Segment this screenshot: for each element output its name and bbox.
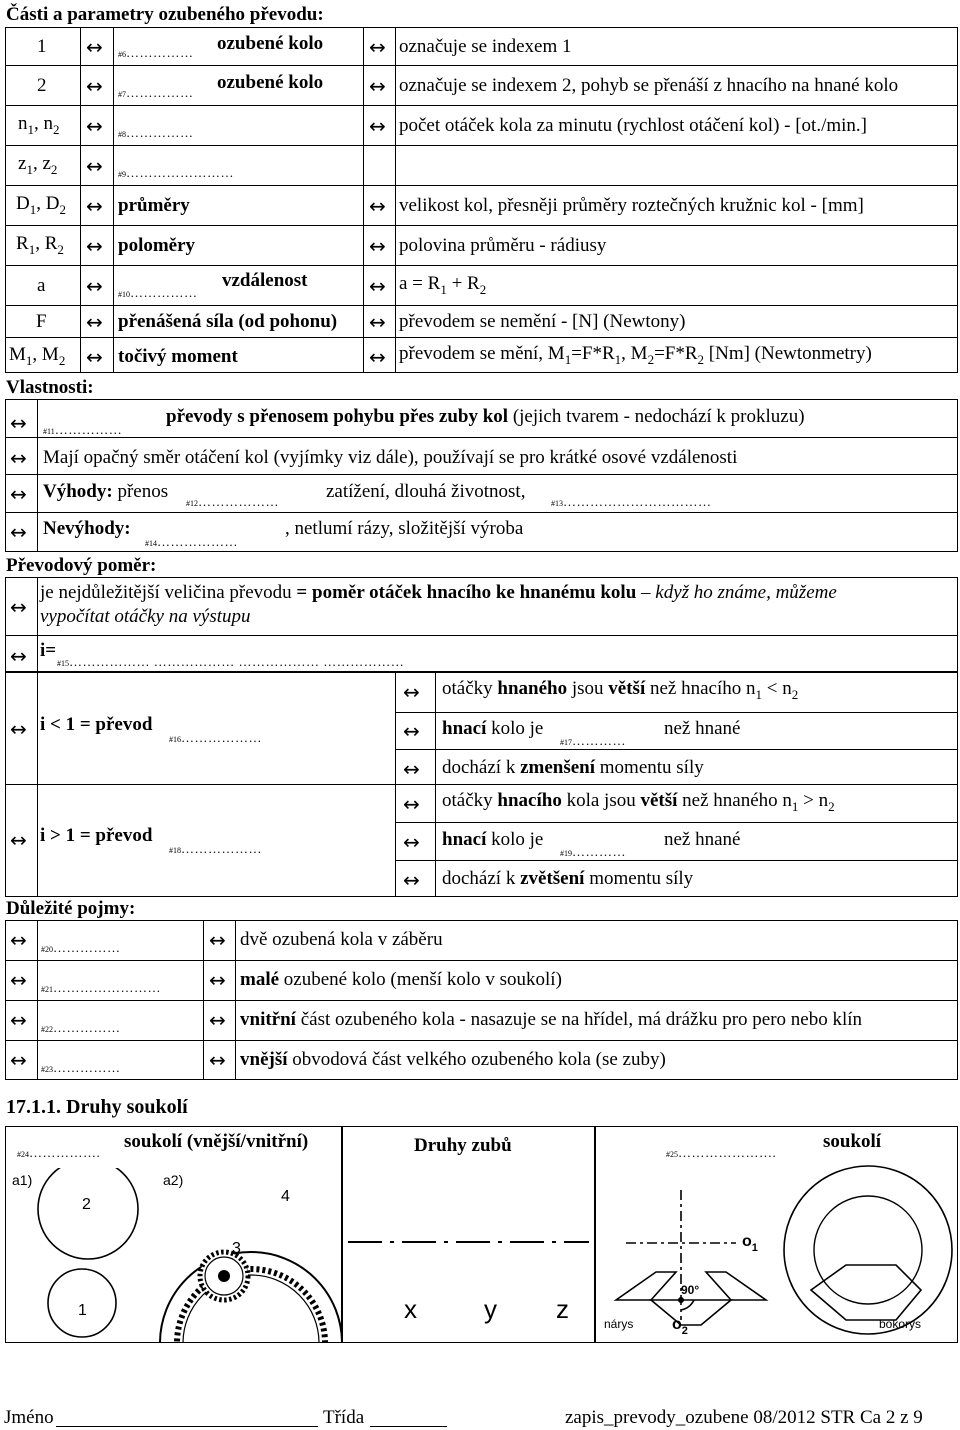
ratio-gt-rule-3: dochází k zvětšení momentu síly xyxy=(442,868,694,889)
bevel-gears-title: soukolí xyxy=(823,1131,882,1152)
arrow-icon: ↔ xyxy=(403,830,420,854)
gear-sets-title: soukolí (vnější/vnitřní) xyxy=(124,1131,309,1152)
arrow-icon: ↔ xyxy=(403,792,420,816)
symbol: a xyxy=(37,275,46,296)
bevel-gear-inner-circle xyxy=(814,1196,922,1304)
fill-in-blank-24[interactable]: #24……………. xyxy=(17,1145,101,1160)
ratio-gt-label: i > 1 = převod xyxy=(40,825,153,846)
fill-in-blank-12[interactable]: #12……………… xyxy=(186,494,279,509)
ratio-lt-rule-2b: než hnané xyxy=(664,718,741,739)
description: označuje se indexem 1 xyxy=(399,36,572,57)
term-definition: vnitřní část ozubeného kola - nasazuje se na hřídel, má drážku pro pero nebo klín xyxy=(240,1009,863,1030)
fill-in-blank-9[interactable]: #9…………………… xyxy=(118,165,234,180)
description: polovina průměru - rádiusy xyxy=(399,235,607,256)
arrow-icon: ↔ xyxy=(369,234,386,258)
arrow-icon: ↔ xyxy=(209,968,226,992)
fill-in-blank-21[interactable]: #21…………………… xyxy=(41,980,161,995)
term-definition: dvě ozubená kola v záběru xyxy=(240,929,443,950)
label-angle: 90° xyxy=(681,1283,700,1297)
term: ozubené kolo xyxy=(217,72,324,93)
fill-in-blank-22[interactable]: #22…………… xyxy=(41,1020,121,1035)
arrow-icon: ↔ xyxy=(86,345,103,369)
arrow-icon: ↔ xyxy=(369,194,386,218)
section-title-parts: Části a parametry ozubeného převodu: xyxy=(6,4,324,25)
ratio-lt-rule-3: dochází k zmenšení momentu síly xyxy=(442,757,704,778)
term: ozubené kolo xyxy=(217,33,324,54)
disadvantages-label: Nevýhody: xyxy=(43,518,131,539)
description: počet otáček kola za minutu (rychlost otáčení kol) - [ot./min.] xyxy=(399,115,867,136)
figure-label-a2: a2) xyxy=(163,1172,184,1188)
arrow-icon: ↔ xyxy=(209,1048,226,1072)
label-o2: $o_2$ xyxy=(672,1316,688,1337)
arrow-icon: ↔ xyxy=(10,411,27,435)
axis-line-figure xyxy=(343,1230,594,1250)
footer-class-line[interactable] xyxy=(370,1426,447,1427)
fill-in-blank-17[interactable]: #17………… xyxy=(560,733,626,748)
fill-in-blank-16[interactable]: #16……………… xyxy=(169,730,262,745)
label-z: z xyxy=(556,1294,569,1324)
arrow-icon: ↔ xyxy=(209,1008,226,1032)
arrow-icon: ↔ xyxy=(86,74,103,98)
label-3: 3 xyxy=(232,1240,241,1257)
fill-in-blank-11[interactable]: #11…………… xyxy=(43,422,123,437)
bevel-gear-front-view xyxy=(616,1190,921,1325)
arrow-icon: ↔ xyxy=(10,717,27,741)
footer-doc-id: zapis_prevody_ozubene 08/2012 STR Ca 2 z 9 xyxy=(565,1407,923,1428)
label-1: 1 xyxy=(78,1302,87,1319)
arrow-icon: ↔ xyxy=(10,644,27,668)
symbol: $M_1$, $M_2$ xyxy=(9,344,66,368)
advantages-text: Výhody: přenos xyxy=(43,481,169,502)
footer-name-label: Jméno xyxy=(4,1407,54,1428)
ratio-lt-rule-1: otáčky hnaného jsou větší než hnacího $n_1 < n_2$ xyxy=(442,678,799,702)
arrow-icon: ↔ xyxy=(403,680,420,704)
arrow-icon: ↔ xyxy=(10,1008,27,1032)
ratio-lt-label: i < 1 = převod xyxy=(40,714,153,735)
arrow-icon: ↔ xyxy=(86,114,103,138)
section-title-properties: Vlastnosti: xyxy=(6,377,94,398)
arrow-icon: ↔ xyxy=(86,310,103,334)
ratio-formula-label: i= xyxy=(40,640,57,661)
label-4: 4 xyxy=(281,1188,290,1205)
symbol: $z_1$, $z_2$ xyxy=(18,153,58,177)
internal-ring-gear xyxy=(160,1245,341,1342)
arrow-icon: ↔ xyxy=(403,868,420,892)
arrow-icon: ↔ xyxy=(10,520,27,544)
term: točivý moment xyxy=(118,346,238,367)
label-y: y xyxy=(484,1294,497,1324)
ratio-gt-rule-2: hnací kolo je xyxy=(442,829,544,850)
symbol: 2 xyxy=(37,75,47,96)
arrow-icon: ↔ xyxy=(369,274,386,298)
ratio-gt-rule-1: otáčky hnacího kola jsou větší než hnaného $n_1 > n_2$ xyxy=(442,790,835,814)
fill-in-blank-19[interactable]: #19………… xyxy=(560,844,626,859)
fill-in-blank-20[interactable]: #20…………… xyxy=(41,940,121,955)
footer-class-label: Třída xyxy=(323,1407,365,1428)
arrow-icon: ↔ xyxy=(86,154,103,178)
advantages-text-2: zatížení, dlouhá životnost, xyxy=(326,481,526,502)
property-text: převody s přenosem pohybu přes zuby kol (jejich tvarem - nedochází k prokluzu) xyxy=(166,406,805,427)
arrow-icon: ↔ xyxy=(86,274,103,298)
arrow-icon: ↔ xyxy=(86,194,103,218)
arrow-icon: ↔ xyxy=(403,719,420,743)
ratio-lt-rule-2: hnací kolo je xyxy=(442,718,544,739)
section-title-terms: Důležité pojmy: xyxy=(6,898,136,919)
term: poloměry xyxy=(118,235,196,256)
arrow-icon: ↔ xyxy=(10,595,27,619)
description: označuje se indexem 2, pohyb se přenáší z hnacího na hnané kolo xyxy=(399,75,899,96)
arrow-icon: ↔ xyxy=(369,35,386,59)
label-x: x xyxy=(404,1294,417,1324)
arrow-icon: ↔ xyxy=(10,968,27,992)
fill-in-blank-18[interactable]: #18……………… xyxy=(169,841,262,856)
arrow-icon: ↔ xyxy=(10,446,27,470)
property-text: Mají opačný směr otáčení kol (vyjímky viz dále), používají se pro krátké osové vzdálenosti xyxy=(43,447,738,468)
label-front-view: nárys xyxy=(604,1317,634,1331)
fill-in-blank-14[interactable]: #14……………… xyxy=(145,534,238,549)
label-side-view: bokorys xyxy=(879,1317,922,1331)
fill-in-blank-15[interactable]: #15……………… ……………… ……………… ……………… xyxy=(57,654,405,669)
symbol: $D_1$, $D_2$ xyxy=(16,193,66,217)
fill-in-blank-7[interactable]: #7…………… xyxy=(118,85,194,100)
arrow-icon: ↔ xyxy=(403,757,420,781)
term: průměry xyxy=(118,195,190,216)
ratio-gt-rule-2b: než hnané xyxy=(664,829,741,850)
fill-in-blank-8[interactable]: #8…………… xyxy=(118,125,194,140)
symbol: F xyxy=(36,311,47,332)
arrow-icon: ↔ xyxy=(209,928,226,952)
fill-in-blank-6[interactable]: #6…………… xyxy=(118,45,194,60)
ratio-definition-line2: vypočítat otáčky na výstupu xyxy=(40,606,251,627)
label-2: 2 xyxy=(82,1196,91,1213)
arrow-icon: ↔ xyxy=(10,928,27,952)
arrow-icon: ↔ xyxy=(10,828,27,852)
section-title-ratio: Převodový poměr: xyxy=(6,555,157,576)
term: přenášená síla (od pohonu) xyxy=(118,311,338,332)
fill-in-blank-13[interactable]: #13…………………………… xyxy=(551,494,712,509)
description: převodem se nemění - [N] (Newtony) xyxy=(399,311,686,332)
description: převodem se mění, $M_1=F*R_1$, $M_2=F*R_2$ [Nm] (Newtonmetry) xyxy=(399,343,872,367)
description: velikost kol, přesněji průměry roztečných kružnic kol - [mm] xyxy=(399,195,864,216)
term-definition: vnější obvodová část velkého ozubeného kola (se zuby) xyxy=(240,1049,666,1070)
gear-sets-figure xyxy=(6,1168,341,1342)
tooth-types-title: Druhy zubů xyxy=(414,1135,512,1156)
term-definition: malé ozubené kolo (menší kolo v soukolí) xyxy=(240,969,562,990)
ratio-definition: je nejdůležitější veličina převodu = poměr otáček hnacího ke hnanému kolu – když ho známe, můžeme xyxy=(40,582,837,603)
disadvantages-text: , netlumí rázy, složitější výroba xyxy=(285,518,524,539)
arrow-icon: ↔ xyxy=(10,1048,27,1072)
fill-in-blank-10[interactable]: #10…………… xyxy=(118,285,198,300)
term: vzdálenost xyxy=(222,270,308,291)
arrow-icon: ↔ xyxy=(369,345,386,369)
arrow-icon: ↔ xyxy=(369,114,386,138)
footer-name-line[interactable] xyxy=(56,1426,318,1427)
arrow-icon: ↔ xyxy=(86,234,103,258)
description: $a = R_1 + R_2$ xyxy=(399,273,487,297)
label-o1: $o_1$ xyxy=(742,1233,758,1254)
symbol: $R_1$, $R_2$ xyxy=(16,233,64,257)
fill-in-blank-23[interactable]: #23…………… xyxy=(41,1060,121,1075)
symbol: $n_1$, $n_2$ xyxy=(18,113,60,137)
arrow-icon: ↔ xyxy=(369,74,386,98)
symbol: 1 xyxy=(37,36,47,57)
bevel-gear-outer-circle xyxy=(784,1166,952,1334)
fill-in-blank-25[interactable]: #25…………………. xyxy=(666,1145,777,1160)
arrow-icon: ↔ xyxy=(86,35,103,59)
arrow-icon: ↔ xyxy=(369,310,386,334)
arrow-icon: ↔ xyxy=(10,482,27,506)
figure-label-a1: a1) xyxy=(12,1172,33,1188)
section-title-gear-types: 17.1.1. Druhy soukolí xyxy=(6,1096,188,1118)
